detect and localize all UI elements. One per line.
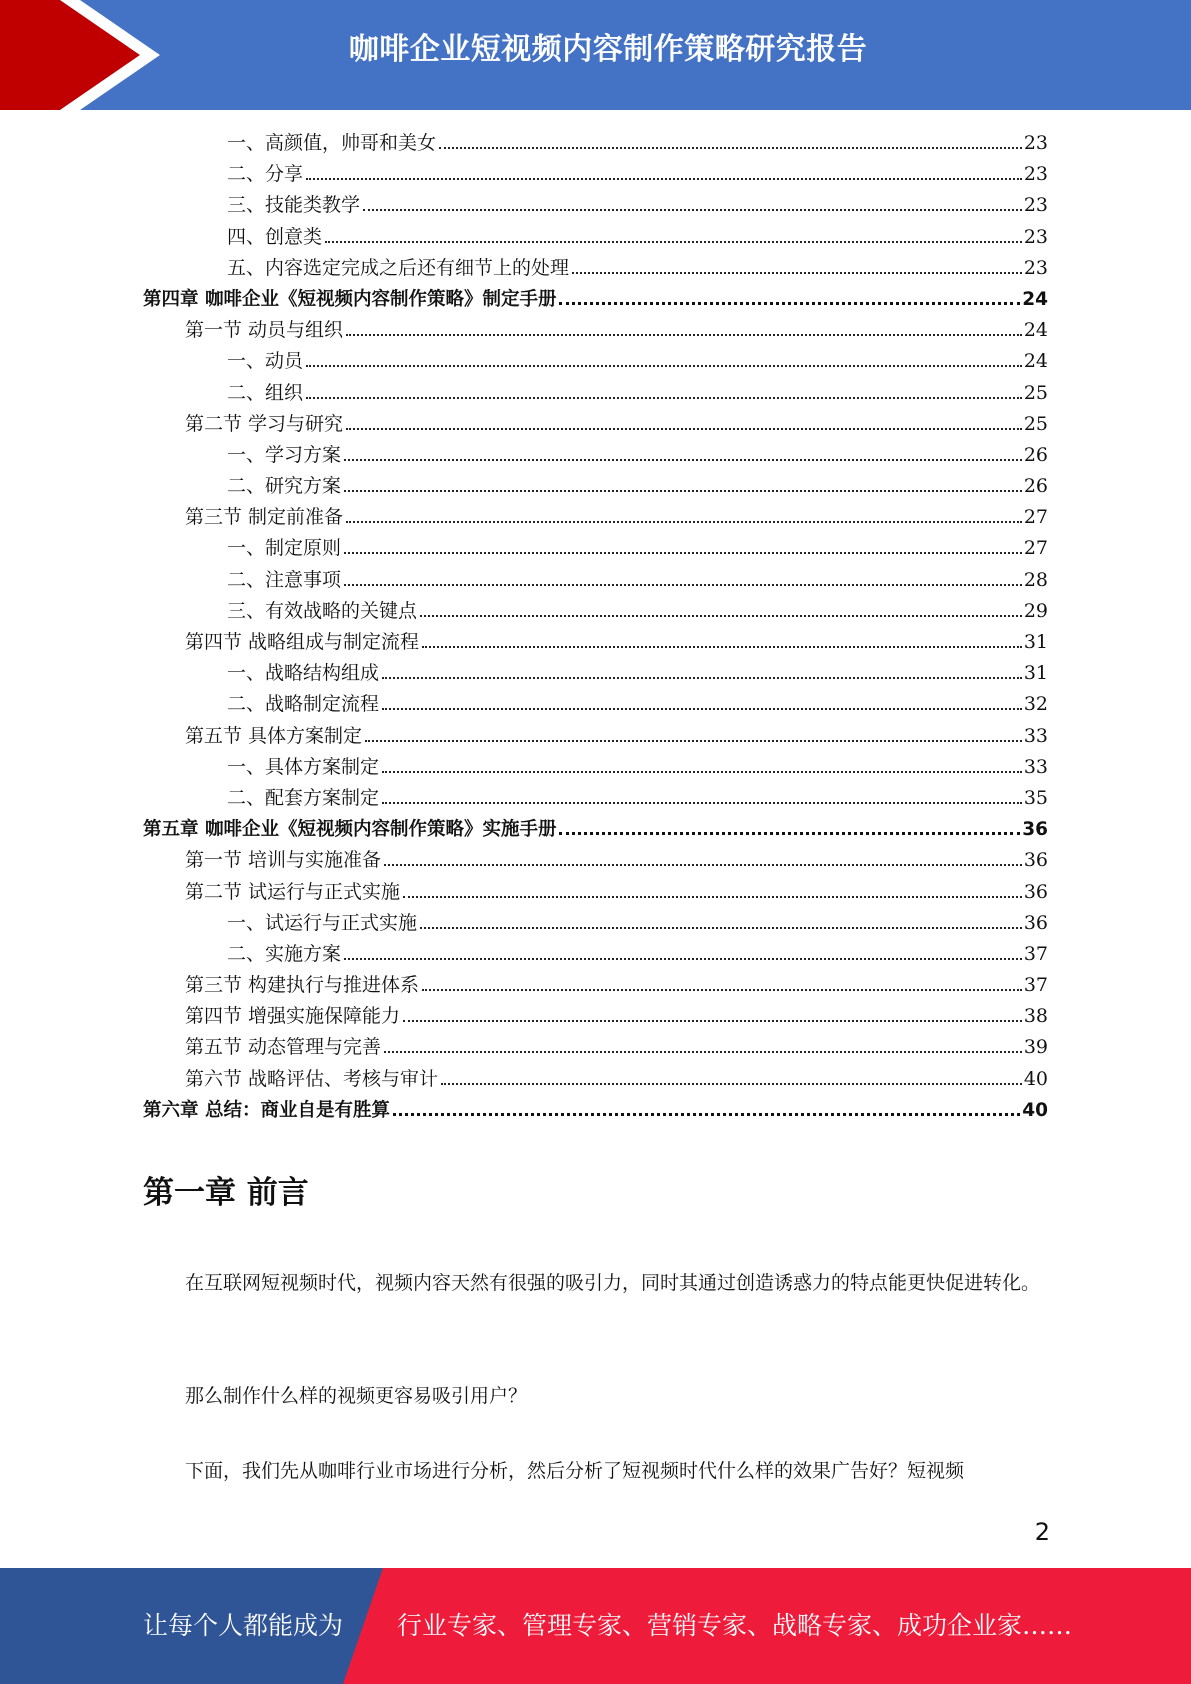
toc-entry-title: 三、技能类教学 <box>227 194 361 217</box>
toc-entry-page: 36 <box>1023 880 1048 903</box>
toc-entry-page: 33 <box>1023 755 1048 778</box>
toc-entry-page: 39 <box>1023 1036 1048 1059</box>
toc-entry[interactable] <box>143 1095 1048 1126</box>
toc-entry[interactable] <box>143 315 1048 346</box>
toc-dot-leader <box>306 178 1022 180</box>
toc-dot-leader <box>382 677 1022 679</box>
page-footer <box>0 1568 1191 1684</box>
toc-entry-title: 二、战略制定流程 <box>227 693 380 716</box>
toc-entry[interactable] <box>143 1064 1048 1095</box>
toc-entry-page: 35 <box>1023 786 1048 809</box>
toc-dot-leader <box>346 334 1022 336</box>
toc-entry[interactable] <box>143 658 1048 689</box>
toc-entry-title: 二、配套方案制定 <box>227 786 380 809</box>
toc-entry[interactable] <box>143 1001 1048 1032</box>
toc-entry-title: 二、实施方案 <box>227 942 342 965</box>
footer-slogan-left: 让每个人都能成为 <box>143 1611 344 1640</box>
toc-entry-page: 37 <box>1023 942 1048 965</box>
toc-entry[interactable] <box>143 222 1048 253</box>
toc-dot-leader <box>403 896 1022 898</box>
toc-entry[interactable] <box>143 783 1048 814</box>
toc-entry-page: 36 <box>1023 911 1048 934</box>
toc-entry-title: 第四章 咖啡企业《短视频内容制作策略》制定手册 <box>143 288 557 310</box>
toc-entry-title: 第六章 总结：商业自是有胜算 <box>143 1099 390 1121</box>
toc-entry-page: 23 <box>1023 225 1048 248</box>
toc-entry-title: 一、制定原则 <box>227 537 342 560</box>
toc-entry[interactable] <box>143 689 1048 720</box>
toc-entry-title: 第五章 咖啡企业《短视频内容制作策略》实施手册 <box>143 819 557 841</box>
toc-entry[interactable] <box>143 533 1048 564</box>
toc-entry[interactable] <box>143 814 1048 845</box>
toc-dot-leader <box>382 708 1022 710</box>
toc-entry-page: 28 <box>1023 568 1048 591</box>
toc-entry-page: 23 <box>1023 163 1048 186</box>
toc-entry-page: 33 <box>1023 724 1048 747</box>
toc-dot-leader <box>346 521 1022 523</box>
toc-entry-page: 24 <box>1023 319 1048 342</box>
toc-dot-leader <box>403 1020 1022 1022</box>
toc-dot-leader <box>344 958 1022 960</box>
report-title: 咖啡企业短视频内容制作策略研究报告 <box>348 32 868 67</box>
toc-entry-page: 24 <box>1023 350 1048 373</box>
toc-dot-leader <box>422 646 1022 648</box>
page-header <box>0 0 1191 110</box>
toc-entry[interactable] <box>143 939 1048 970</box>
toc-entry[interactable] <box>143 440 1048 471</box>
toc-entry-page: 40 <box>1023 1067 1048 1090</box>
toc-dot-leader <box>346 428 1022 430</box>
toc-entry-title: 第二节 学习与研究 <box>185 412 344 435</box>
toc-entry[interactable] <box>143 502 1048 533</box>
toc-entry-title: 第四节 增强实施保障能力 <box>185 1005 401 1028</box>
toc-entry-title: 一、动员 <box>227 350 304 373</box>
toc-entry-title: 五、内容选定完成之后还有细节上的处理 <box>227 256 570 279</box>
toc-dot-leader <box>572 272 1022 274</box>
toc-dot-leader <box>306 397 1022 399</box>
toc-entry[interactable] <box>143 378 1048 409</box>
toc-entry-page: 27 <box>1023 506 1048 529</box>
toc-dot-leader <box>382 802 1022 804</box>
page-number: 2 <box>1034 1518 1050 1546</box>
toc-dot-leader <box>384 1051 1022 1053</box>
toc-dot-leader <box>344 552 1022 554</box>
toc-dot-leader <box>325 241 1022 243</box>
toc-entry[interactable] <box>143 752 1048 783</box>
toc-dot-leader <box>365 740 1022 742</box>
toc-entry-page: 29 <box>1023 599 1048 622</box>
toc-entry[interactable] <box>143 1032 1048 1063</box>
toc-dot-leader <box>363 209 1022 211</box>
toc-entry-title: 二、组织 <box>227 381 304 404</box>
toc-entry[interactable] <box>143 596 1048 627</box>
toc-entry-title: 第一节 动员与组织 <box>185 319 344 342</box>
toc-entry-page: 27 <box>1023 537 1048 560</box>
toc-entry-title: 二、研究方案 <box>227 475 342 498</box>
toc-entry-title: 一、战略结构组成 <box>227 662 380 685</box>
toc-entry-page: 23 <box>1023 194 1048 217</box>
toc-entry-page: 26 <box>1023 475 1048 498</box>
toc-entry-title: 第六节 战略评估、考核与审计 <box>185 1067 439 1090</box>
toc-entry-page: 25 <box>1023 412 1048 435</box>
toc-entry-page: 23 <box>1023 132 1048 154</box>
toc-dot-leader <box>384 864 1022 866</box>
toc-entry-page: 37 <box>1023 974 1048 997</box>
toc-entry-page: 24 <box>1022 288 1048 310</box>
toc-entry-title: 第一节 培训与实施准备 <box>185 849 382 872</box>
table-of-contents <box>143 128 1048 1126</box>
toc-dot-leader <box>344 584 1022 586</box>
toc-entry[interactable] <box>143 471 1048 502</box>
toc-entry-page: 25 <box>1023 381 1048 404</box>
toc-entry-page: 38 <box>1023 1005 1048 1028</box>
paragraph-analysis: 下面，我们先从咖啡行业市场进行分析，然后分析了短视频时代什么样的效果广告好？短视频 <box>185 1460 965 1482</box>
toc-entry[interactable] <box>143 970 1048 1001</box>
toc-entry[interactable] <box>143 877 1048 908</box>
toc-dot-leader <box>559 302 1020 305</box>
toc-entry[interactable] <box>143 908 1048 939</box>
toc-dot-leader <box>393 1113 1020 1116</box>
toc-dot-leader <box>382 771 1022 773</box>
toc-entry[interactable] <box>143 721 1048 752</box>
toc-dot-leader <box>559 832 1020 835</box>
toc-dot-leader <box>439 147 1022 149</box>
toc-entry-page: 40 <box>1022 1099 1048 1121</box>
toc-entry-title: 一、具体方案制定 <box>227 755 380 778</box>
toc-entry[interactable] <box>143 565 1048 596</box>
toc-dot-leader <box>306 365 1022 367</box>
toc-entry-title: 四、创意类 <box>227 225 323 248</box>
toc-dot-leader <box>344 459 1022 461</box>
toc-entry-title: 二、注意事项 <box>227 568 342 591</box>
toc-entry-title: 第二节 试运行与正式实施 <box>185 880 401 903</box>
toc-entry[interactable] <box>143 190 1048 221</box>
toc-entry[interactable] <box>143 409 1048 440</box>
footer-slogan-right: 行业专家、管理专家、营销专家、战略专家、成功企业家…… <box>397 1611 1073 1640</box>
paragraph-question: 那么制作什么样的视频更容易吸引用户？ <box>185 1385 528 1407</box>
paragraph-intro: 在互联网短视频时代，视频内容天然有很强的吸引力，同时其通过创造诱惑力的特点能更快促进转化。 <box>185 1272 1041 1294</box>
toc-entry[interactable] <box>143 159 1048 190</box>
toc-entry-title: 一、试运行与正式实施 <box>227 911 418 934</box>
toc-entry-title: 第三节 制定前准备 <box>185 506 344 529</box>
toc-entry[interactable] <box>143 845 1048 876</box>
toc-entry[interactable] <box>143 346 1048 377</box>
toc-entry[interactable] <box>143 128 1048 159</box>
toc-entry-page: 26 <box>1023 443 1048 466</box>
toc-entry-page: 32 <box>1023 693 1048 716</box>
toc-dot-leader <box>441 1083 1022 1085</box>
toc-entry-page: 36 <box>1023 849 1048 872</box>
toc-entry-page: 36 <box>1022 819 1048 841</box>
toc-entry-page: 31 <box>1023 662 1048 685</box>
toc-entry[interactable] <box>143 284 1048 315</box>
toc-entry-title: 二、分享 <box>227 163 304 186</box>
toc-dot-leader <box>422 989 1022 991</box>
toc-dot-leader <box>344 490 1022 492</box>
toc-entry-title: 一、学习方案 <box>227 443 342 466</box>
toc-entry[interactable] <box>143 627 1048 658</box>
toc-entry[interactable] <box>143 253 1048 284</box>
chapter-heading: 第一章 前言 <box>143 1175 309 1211</box>
toc-dot-leader <box>420 927 1022 929</box>
toc-entry-title: 第五节 具体方案制定 <box>185 724 363 747</box>
toc-entry-title: 第四节 战略组成与制定流程 <box>185 631 420 653</box>
toc-entry-page: 23 <box>1023 256 1048 279</box>
toc-dot-leader <box>420 615 1022 617</box>
toc-entry-title: 第五节 动态管理与完善 <box>185 1036 382 1059</box>
toc-entry-page: 31 <box>1023 631 1048 653</box>
toc-entry-title: 第三节 构建执行与推进体系 <box>185 974 420 997</box>
toc-entry-title: 三、有效战略的关键点 <box>227 599 418 622</box>
toc-entry-title: 一、高颜值，帅哥和美女 <box>227 132 437 154</box>
